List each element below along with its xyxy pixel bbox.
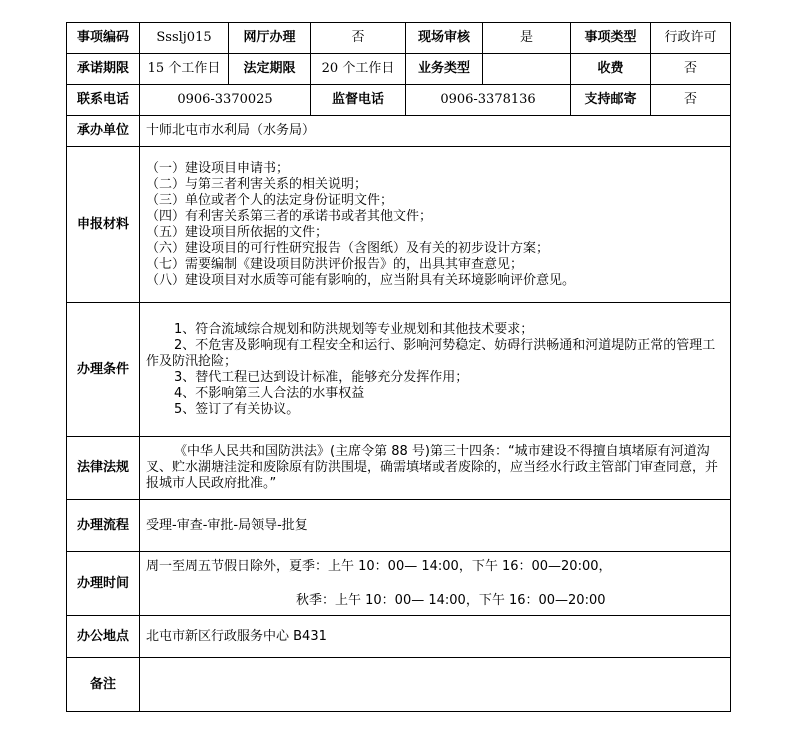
table-row bbox=[67, 437, 731, 500]
table-row bbox=[67, 54, 731, 85]
onsite-review-value: 是 bbox=[483, 23, 571, 54]
online-handling-label: 网厅办理 bbox=[229, 23, 311, 54]
table-row bbox=[67, 500, 731, 552]
hours-summer: 周一至周五节假日除外，夏季：上午 10：00— 14:00，下午 16：00—20:00， bbox=[146, 558, 612, 574]
contact-phone-label: 联系电话 bbox=[67, 85, 140, 116]
conditions-list bbox=[140, 303, 731, 437]
table-row bbox=[67, 85, 731, 116]
table-row bbox=[67, 616, 731, 658]
service-info-table bbox=[66, 22, 731, 712]
law-text-cell bbox=[140, 437, 731, 500]
online-handling-value: 否 bbox=[311, 23, 406, 54]
fee-value: 否 bbox=[651, 54, 731, 85]
item-code-label: 事项编码 bbox=[67, 23, 140, 54]
list-item: 3、替代工程已达到设计标准，能够充分发挥作用； bbox=[174, 369, 469, 385]
promised-period-value: 15 个工作日 bbox=[140, 54, 229, 85]
table-row bbox=[67, 116, 731, 147]
conditions-label: 办理条件 bbox=[67, 303, 140, 437]
process-value: 受理-审查-审批-局领导-批复 bbox=[140, 500, 731, 552]
list-item: 2、不危害及影响现有工程安全和运行、影响河势稳定、妨碍行洪畅通和河道堤防正常的管理工作及防汛抢险； bbox=[146, 337, 716, 369]
item-type-value: 行政许可 bbox=[651, 23, 731, 54]
supervision-phone-label: 监督电话 bbox=[311, 85, 406, 116]
mail-support-label: 支持邮寄 bbox=[571, 85, 651, 116]
list-item: （三）单位或者个人的法定身份证明文件； bbox=[146, 192, 394, 208]
hours-label: 办理时间 bbox=[67, 552, 140, 616]
business-type-value bbox=[483, 54, 571, 85]
agency-label: 承办单位 bbox=[67, 116, 140, 147]
business-type-label: 业务类型 bbox=[406, 54, 483, 85]
list-item: （七）需要编制《建设项目防洪评价报告》的，出具其审查意见； bbox=[146, 256, 524, 272]
table-row bbox=[67, 147, 731, 303]
fee-label: 收费 bbox=[571, 54, 651, 85]
list-item: 1、符合流域综合规划和防洪规划等专业规划和其他技术要求； bbox=[174, 321, 534, 337]
materials-label: 申报材料 bbox=[67, 147, 140, 303]
hours-cell bbox=[140, 552, 731, 616]
list-item: （四）有利害关系第三者的承诺书或者其他文件； bbox=[146, 208, 433, 224]
list-item: 4、不影响第三人合法的水事权益 bbox=[174, 385, 365, 401]
list-item: 5、签订了有关协议。 bbox=[174, 401, 300, 417]
list-item: （五）建设项目所依据的文件； bbox=[146, 224, 329, 240]
remarks-value bbox=[140, 658, 731, 712]
location-label: 办公地点 bbox=[67, 616, 140, 658]
list-item: （六）建设项目的可行性研究报告（含图纸）及有关的初步设计方案； bbox=[146, 240, 550, 256]
remarks-label: 备注 bbox=[67, 658, 140, 712]
law-label: 法律法规 bbox=[67, 437, 140, 500]
supervision-phone-value: 0906-3378136 bbox=[406, 85, 571, 116]
list-item: （二）与第三者利害关系的相关说明； bbox=[146, 176, 368, 192]
legal-period-label: 法定期限 bbox=[229, 54, 311, 85]
materials-list bbox=[140, 147, 731, 303]
agency-value: 十师北屯市水利局（水务局） bbox=[140, 116, 731, 147]
item-type-label: 事项类型 bbox=[571, 23, 651, 54]
law-text: 《中华人民共和国防洪法》(主席令第 88 号)第三十四条：“城市建设不得擅自填堵原有河道沟叉、贮水湖塘洼淀和废除原有防洪围堤，确需填堵或者废除的，应当经水行政主管部门审查同意，并报城市人民政府批准。” bbox=[146, 444, 719, 491]
onsite-review-label: 现场审核 bbox=[406, 23, 483, 54]
table-row bbox=[67, 552, 731, 616]
table-row bbox=[67, 303, 731, 437]
location-value: 北屯市新区行政服务中心 B431 bbox=[140, 616, 731, 658]
hours-autumn: 秋季：上午 10：00— 14:00，下午 16：00—20:00 bbox=[296, 592, 606, 608]
promised-period-label: 承诺期限 bbox=[67, 54, 140, 85]
item-code-value: Ssslj015 bbox=[140, 23, 229, 54]
contact-phone-value: 0906-3370025 bbox=[140, 85, 311, 116]
table-row bbox=[67, 658, 731, 712]
table-row bbox=[67, 23, 731, 54]
process-label: 办理流程 bbox=[67, 500, 140, 552]
list-item: （一）建设项目申请书； bbox=[146, 160, 290, 176]
list-item: （八）建设项目对水质等可能有影响的，应当附具有关环境影响评价意见。 bbox=[146, 272, 576, 288]
mail-support-value: 否 bbox=[651, 85, 731, 116]
legal-period-value: 20 个工作日 bbox=[311, 54, 406, 85]
